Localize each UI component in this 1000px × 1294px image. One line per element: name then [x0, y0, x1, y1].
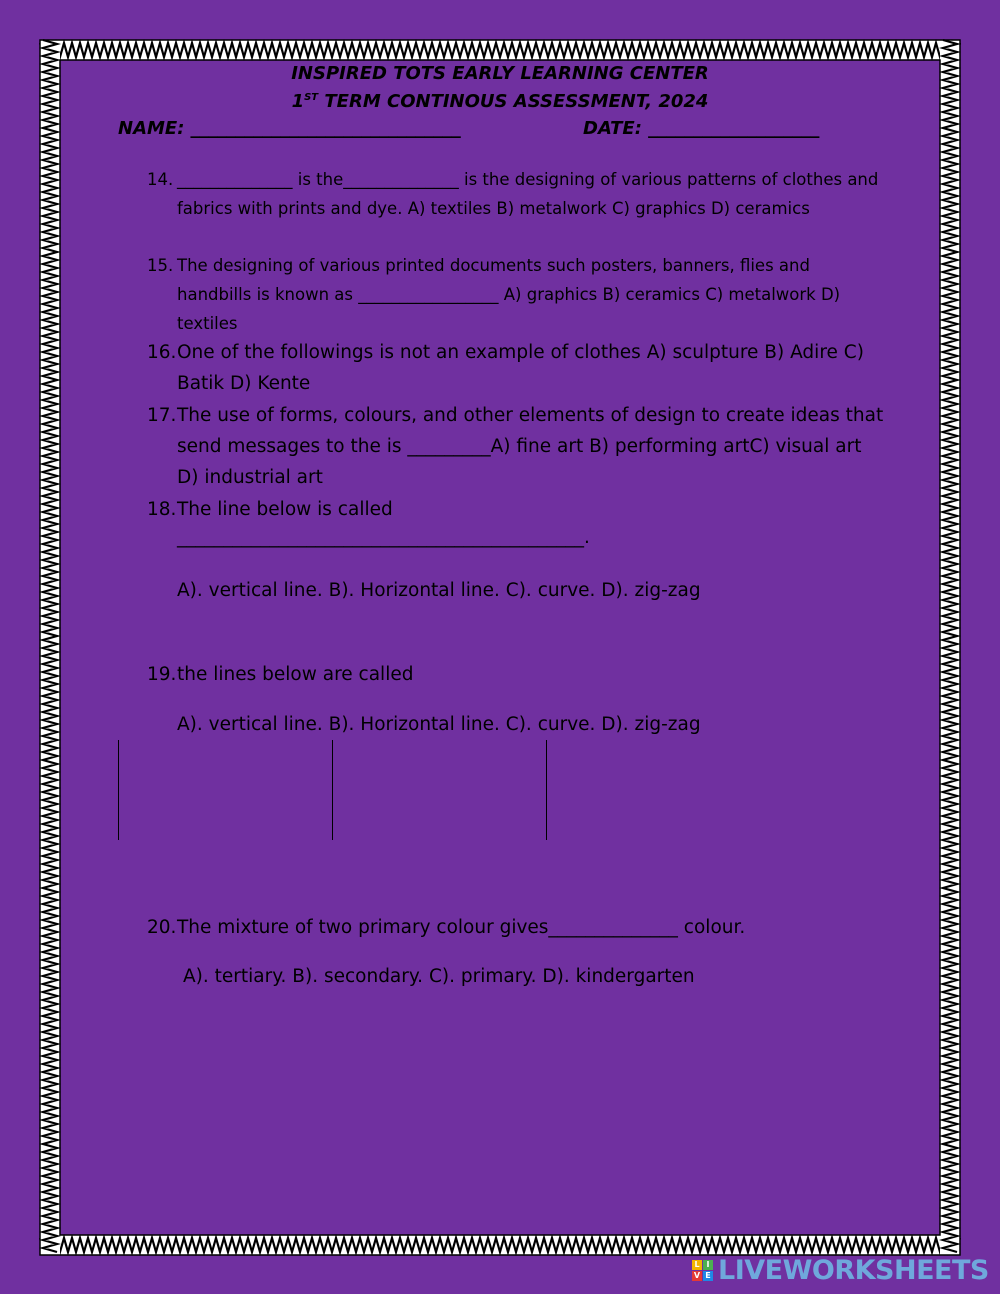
vertical-line-3 [546, 740, 547, 840]
question-19: 19. the lines below are called [147, 664, 414, 685]
question-17: 17. The use of forms, colours, and other elements of design to create ideas that send messages to the is _________A) fine art B) performing artC) visual art D) industrial art [147, 405, 884, 488]
question-18-options: A). vertical line. B). Horizontal line. C). curve. D). zig-zag [177, 580, 701, 601]
vertical-line-2 [332, 740, 333, 840]
logo-mark-icon: L I V E [692, 1260, 714, 1282]
assessment-title: 1ST TERM CONTINOUS ASSESSMENT, 2024 [291, 91, 709, 112]
vertical-line-1 [118, 740, 119, 840]
question-20: 20. The mixture of two primary colour gives______________ colour. [147, 917, 746, 938]
question-14: 14. ______________ is the______________ is the designing of various patterns of clothes and fabrics with prints and dye. A) textiles B) metalwork C) graphics D) ceramics [147, 170, 879, 218]
question-16: 16. One of the followings is not an example of clothes A) sculpture B) Adire C) Batik D) Kente [147, 342, 864, 394]
name-field: NAME: ______________________________ [118, 118, 461, 139]
logo-text: LIVEWORKSHEETS [718, 1255, 989, 1286]
question-18-line: ____________________________________________. [177, 527, 590, 548]
liveworksheets-logo[interactable] [692, 1255, 992, 1289]
school-name: INSPIRED TOTS EARLY LEARNING CENTER [291, 63, 709, 84]
question-15: 15. The designing of various printed documents such posters, banners, flies and handbills is known as _________________ A) graphics B) ceramics C) metalwork D) textiles [147, 256, 841, 333]
question-18: 18. The line below is called [147, 499, 393, 520]
question-20-options: A). tertiary. B). secondary. C). primary. D). kindergarten [183, 966, 695, 987]
date-field: DATE: ___________________ [583, 118, 820, 139]
question-19-options: A). vertical line. B). Horizontal line. C). curve. D). zig-zag [177, 714, 701, 735]
